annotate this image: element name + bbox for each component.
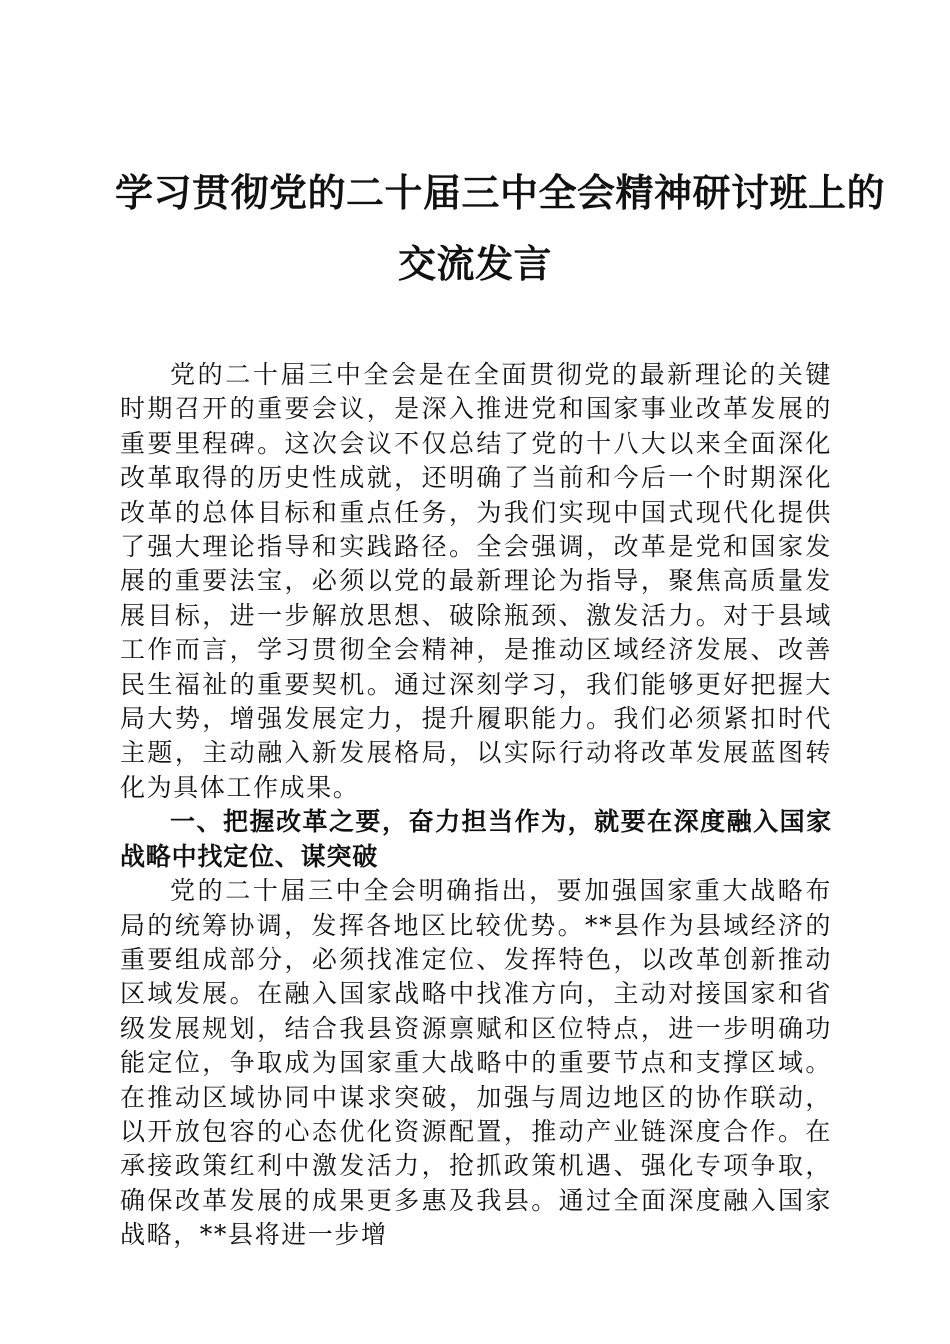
section-heading-1: 一、把握改革之要，奋力担当作为，就要在深度融入国家战略中找定位、谋突破 — [120, 807, 832, 871]
document-body — [120, 358, 832, 1253]
document-title-line-2: 交流发言 — [397, 241, 552, 286]
document-title-line-1: 学习贯彻党的二十届三中全会精神研讨班上的 — [115, 170, 886, 215]
section-1-paragraph: 党的二十届三中全会明确指出，要加强国家重大战略布局的统筹协调，发挥各地区比较优势。**县作为县域经济的重要组成部分，必须找准定位、发挥特色，以改革创新推动区域发展。在融入国家战略中找准方向，主动对接国家和省级发展规划，结合我县资源禀赋和区位特点，进一步明确功能定位，争取成为国家重大战略中的重要节点和支撑区域。在推动区域协同中谋求突破，加强与周边地区的协作联动，以开放包容的心态优化资源配置，推动产业链深度合作。在承接政策红利中激发活力，抢抓政策机遇、强化专项争取，确保改革发展的成果更多惠及我县。通过全面深度融入国家战略，**县将进一步增 — [120, 876, 832, 1250]
intro-paragraph: 党的二十届三中全会是在全面贯彻党的最新理论的关键时期召开的重要会议，是深入推进党和国家事业改革发展的重要里程碑。这次会议不仅总结了党的十八大以来全面深化改革取得的历史性成就，还明确了当前和今后一个时期深化改革的总体目标和重点任务，为我们实现中国式现代化提供了强大理论指导和实践路径。全会强调，改革是党和国家发展的重要法宝，必须以党的最新理论为指导，聚焦高质量发展目标，进一步解放思想、破除瓶颈、激发活力。对于县域工作而言，学习贯彻全会精神，是推动区域经济发展、改善民生福祉的重要契机。通过深刻学习，我们能够更好把握大局大势，增强发展定力，提升履职能力。我们必须紧扣时代主题，主动融入新发展格局，以实际行动将改革发展蓝图转化为具体工作成果。 — [120, 360, 832, 802]
